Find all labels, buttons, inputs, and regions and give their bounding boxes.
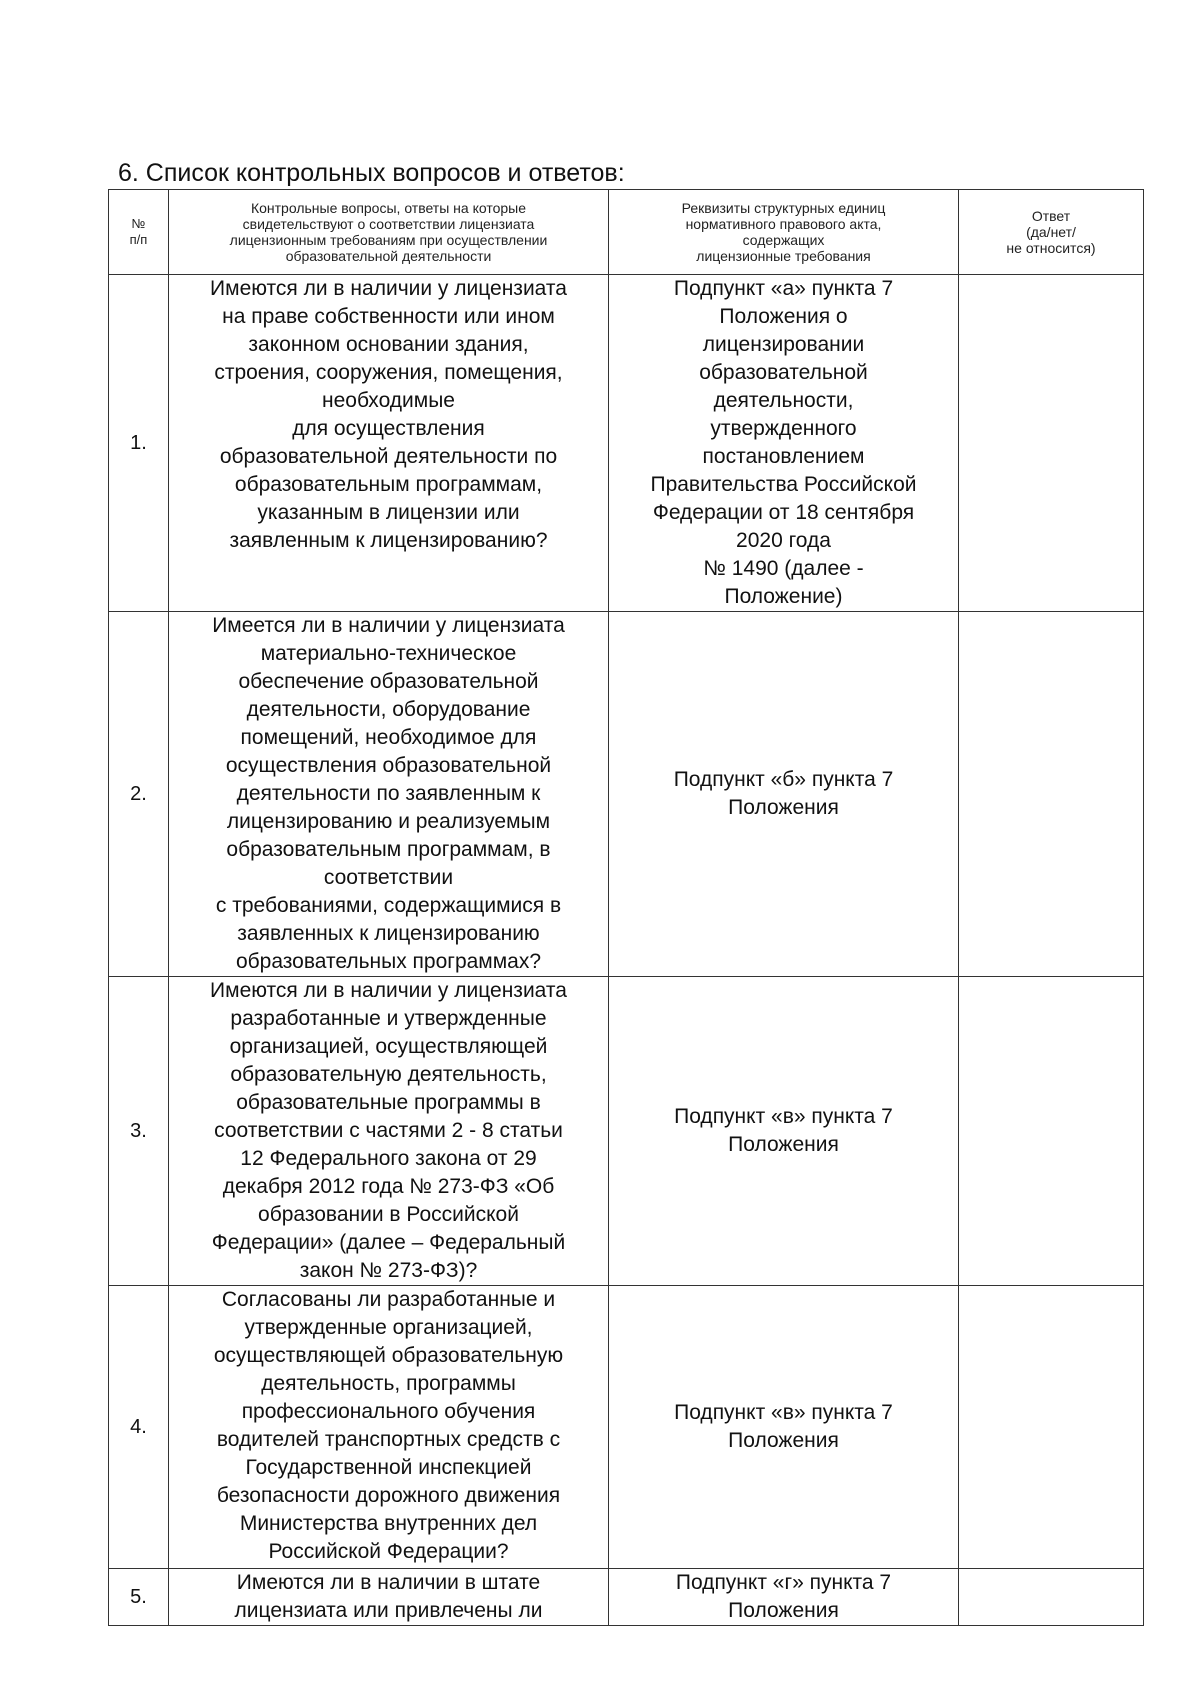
header-question xyxy=(169,190,609,275)
table-header-row xyxy=(109,190,1144,275)
text-line: безопасности дорожного движения xyxy=(216,1484,561,1507)
text-line: осуществления образовательной xyxy=(225,754,552,777)
text-line: необходимые xyxy=(322,389,455,412)
text-line: Министерства внутренних дел xyxy=(239,1512,538,1535)
row-number: 2. xyxy=(109,612,169,977)
row-number: 5. xyxy=(109,1569,169,1626)
text-line: образовательным программам, xyxy=(234,473,543,496)
text-line: с требованиями, содержащимися в xyxy=(215,894,562,917)
text-line: помещений, необходимое для xyxy=(240,726,537,749)
text-line: осуществляющей образовательную xyxy=(213,1344,564,1367)
checklist-table xyxy=(108,189,1144,1626)
text-line: Положения xyxy=(728,1133,839,1156)
question-cell xyxy=(169,1569,609,1626)
requisites-cell xyxy=(609,1286,959,1569)
row-number: 4. xyxy=(109,1286,169,1569)
text-line: соответствии xyxy=(323,866,454,889)
text-line: Реквизиты структурных единиц xyxy=(681,200,886,216)
text-line: утвержденного xyxy=(710,417,857,440)
text-line: Ответ xyxy=(1031,208,1071,224)
text-line: 12 Федерального закона от 29 xyxy=(240,1147,537,1170)
text-line: заявленным к лицензированию? xyxy=(229,529,548,552)
text-line: деятельность, программы xyxy=(261,1372,516,1395)
answer-cell[interactable] xyxy=(959,1569,1144,1626)
text-line: Подпункт «в» пункта 7 xyxy=(674,1401,893,1424)
answer-cell[interactable] xyxy=(959,612,1144,977)
text-line: лицензированию и реализуемым xyxy=(226,810,551,833)
row-number: 3. xyxy=(109,977,169,1286)
requisites-cell xyxy=(609,275,959,612)
table-row xyxy=(109,275,1144,612)
text-line: деятельности, xyxy=(713,389,854,412)
table-row xyxy=(109,1286,1144,1569)
text-line: 2020 года xyxy=(736,529,831,552)
text-line: Подпункт «в» пункта 7 xyxy=(674,1105,893,1128)
text-line: постановлением xyxy=(702,445,865,468)
text-line: образовательной деятельности по xyxy=(219,445,558,468)
text-line: Положения о xyxy=(719,305,848,328)
table-row xyxy=(109,1569,1144,1626)
requisites-cell xyxy=(609,612,959,977)
text-line: (да/нет/ xyxy=(1026,224,1076,240)
text-line: заявленных к лицензированию xyxy=(237,922,540,945)
text-line: Положение) xyxy=(724,585,843,608)
text-line: Российской Федерации? xyxy=(268,1540,509,1563)
text-line: обеспечение образовательной xyxy=(238,670,539,693)
question-cell xyxy=(169,612,609,977)
text-line: деятельности, оборудование xyxy=(246,698,531,721)
requisites-cell xyxy=(609,1569,959,1626)
text-line: № xyxy=(131,216,146,231)
question-cell xyxy=(169,275,609,612)
text-line: Имеются ли в наличии у лицензиата xyxy=(210,277,567,300)
text-line: Правительства Российской xyxy=(650,473,917,496)
text-line: лицензировании xyxy=(702,333,865,356)
answer-cell[interactable] xyxy=(959,275,1144,612)
text-line: водителей транспортных средств с xyxy=(216,1428,561,1451)
header-answer xyxy=(959,190,1144,275)
text-line: образовательной деятельности xyxy=(285,248,492,264)
text-line: Имеются ли в наличии в штате xyxy=(236,1571,541,1594)
text-line: декабря 2012 года № 273-ФЗ «Об xyxy=(222,1175,555,1198)
text-line: Федерации» (далее – Федеральный xyxy=(211,1231,566,1254)
text-line: образовательные программы в xyxy=(236,1091,541,1114)
text-line: Подпункт «б» пункта 7 xyxy=(673,768,894,791)
text-line: Контрольные вопросы, ответы на которые xyxy=(250,200,527,216)
text-line: нормативного правового акта, xyxy=(685,216,882,232)
header-requisites xyxy=(609,190,959,275)
text-line: профессионального обучения xyxy=(241,1400,536,1423)
text-line: для осуществления xyxy=(292,417,485,440)
text-line: организацией, осуществляющей xyxy=(229,1035,548,1058)
section-heading: 6. Список контрольных вопросов и ответов: xyxy=(118,159,625,187)
text-line: утвержденные организацией, xyxy=(244,1316,533,1339)
text-line: содержащих xyxy=(742,232,825,248)
table-row xyxy=(109,612,1144,977)
text-line: материально-техническое xyxy=(260,642,517,665)
text-line: Согласованы ли разработанные и xyxy=(221,1288,556,1311)
text-line: Имеется ли в наличии у лицензиата xyxy=(212,614,565,637)
row-number: 1. xyxy=(109,275,169,612)
text-line: закон № 273-ФЗ)? xyxy=(299,1259,478,1282)
answer-cell[interactable] xyxy=(959,1286,1144,1569)
text-line: лицензионным требованиям при осуществлении xyxy=(229,232,548,248)
text-line: образовательной xyxy=(699,361,868,384)
text-line: Подпункт «г» пункта 7 xyxy=(675,1571,892,1594)
text-line: образовании в Российской xyxy=(258,1203,519,1226)
text-line: не относится) xyxy=(1006,240,1096,256)
text-line: Положения xyxy=(728,1599,839,1622)
text-line: Государственной инспекцией xyxy=(245,1456,532,1479)
text-line: строения, сооружения, помещения, xyxy=(214,361,563,384)
text-line: указанным в лицензии или xyxy=(257,501,520,524)
text-line: лицензионные требования xyxy=(696,248,871,264)
text-line: Федерации от 18 сентября xyxy=(652,501,915,524)
table-row xyxy=(109,977,1144,1286)
text-line: Подпункт «а» пункта 7 xyxy=(673,277,894,300)
text-line: образовательным программам, в xyxy=(226,838,551,861)
text-line: соответствии с частями 2 - 8 статьи xyxy=(214,1119,563,1142)
text-line: Положения xyxy=(728,796,839,819)
header-number xyxy=(109,190,169,275)
text-line: Имеются ли в наличии у лицензиата xyxy=(210,979,567,1002)
text-line: свидетельствуют о соответствии лицензиата xyxy=(242,216,535,232)
text-line: образовательную деятельность, xyxy=(230,1063,547,1086)
text-line: разработанные и утвержденные xyxy=(230,1007,547,1030)
text-line: образовательных программах? xyxy=(235,950,542,973)
answer-cell[interactable] xyxy=(959,977,1144,1286)
text-line: Положения xyxy=(728,1429,839,1452)
text-line: на праве собственности или ином xyxy=(222,305,555,328)
text-line: деятельности по заявленным к xyxy=(236,782,541,805)
text-line: № 1490 (далее - xyxy=(703,557,864,580)
text-line: п/п xyxy=(129,232,148,247)
text-line: лицензиата или привлечены ли xyxy=(234,1599,543,1622)
question-cell xyxy=(169,1286,609,1569)
text-line: законном основании здания, xyxy=(248,333,529,356)
requisites-cell xyxy=(609,977,959,1286)
question-cell xyxy=(169,977,609,1286)
